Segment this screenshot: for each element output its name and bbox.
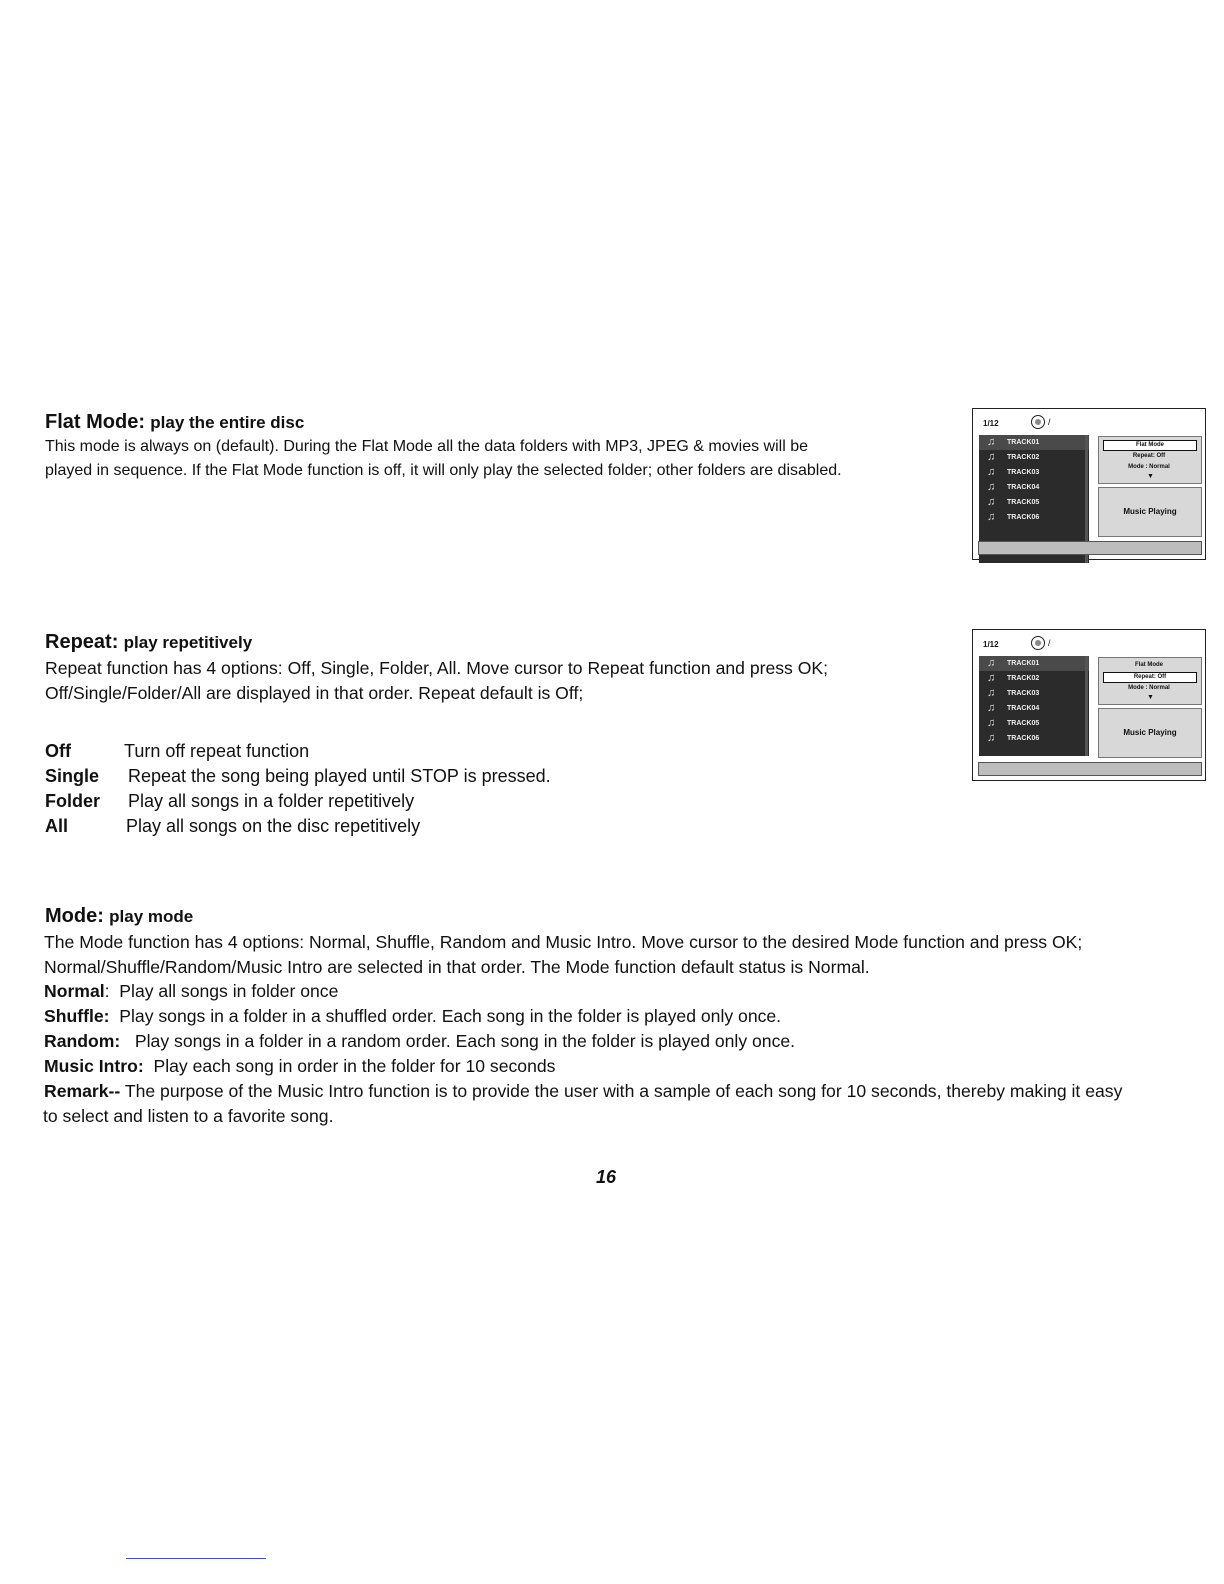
mode-heading [45,904,193,929]
option-term: Folder [45,791,101,811]
mode-line-1: The Mode function has 4 options: Normal, Shuffle, Random and Music Intro. Move cursor to the desired Mode function and press OK; [44,932,1083,952]
triangle-down-icon: ▼ [1147,694,1154,701]
option-term: Music Intro: [44,1056,144,1076]
music-note-icon: ♫ [987,481,996,493]
remark-text: The purpose of the Music Intro function is to provide the user with a sample of each song for 10 seconds, thereby making it easy [120,1081,1123,1101]
footer-divider [126,1558,266,1559]
page-number: 16 [596,1167,617,1187]
track-item [979,480,1089,495]
track-item [979,716,1089,731]
music-note-icon: ♫ [987,496,996,508]
repeat-line-2: Off/Single/Folder/All are displayed in that order. Repeat default is Off; [45,683,584,703]
osd-screenshot-repeat [972,629,1206,781]
track-label: TRACK02 [1007,675,1040,682]
track-label: TRACK03 [1007,690,1040,697]
repeat-subtitle: play repetitively [123,633,253,652]
track-item [979,495,1089,510]
music-note-icon: ♫ [987,702,996,714]
music-note-icon: ♫ [987,466,996,478]
track-item [979,701,1089,716]
option-desc: Turn off repeat function [124,741,310,761]
track-item [979,450,1089,465]
option-desc: Repeat the song being played until STOP is pressed. [128,766,551,786]
osd-repeat-option: Repeat: Off [1132,453,1166,459]
music-note-icon: ♫ [987,672,996,684]
mode-option-normal [44,979,338,1004]
flat-mode-heading [45,410,304,435]
track-item [979,731,1089,746]
track-item [979,671,1089,686]
track-label: TRACK04 [1007,705,1040,712]
flat-mode-line-2: played in sequence. If the Flat Mode function is off, it will only play the selected folder; other folders are disabled. [45,462,842,479]
track-label: TRACK05 [1007,499,1040,506]
music-note-icon: ♫ [987,511,996,523]
osd-path-slash: / [1048,417,1051,427]
option-desc: Play songs in a folder in a shuffled order. Each song in the folder is played only once. [119,1006,782,1026]
option-term: All [45,816,69,836]
mode-subtitle: play mode [109,907,194,926]
flat-mode-subtitle: play the entire disc [150,413,305,432]
track-label: TRACK01 [1007,439,1040,446]
remark-term: Remark-- [44,1081,121,1101]
track-item [979,465,1089,480]
mode-option-shuffle [44,1004,781,1029]
repeat-heading [45,630,252,655]
osd-status: Music Playing [1098,487,1202,537]
osd-track-list [979,656,1089,756]
osd-options-panel [1098,657,1202,705]
option-desc: Play songs in a folder in a random order. Each song in the folder is played only once. [134,1031,796,1051]
osd-counter: 1/12 [983,419,999,428]
music-note-icon: ♫ [987,436,996,448]
repeat-title: Repeat: [45,631,119,653]
osd-flat-mode-option: Flat Mode [1135,662,1163,668]
flat-mode-line-1: This mode is always on (default). During the Flat Mode all the data folders with MP3, JPEG & movies will be [45,438,808,455]
option-sep: : [104,981,110,1001]
music-note-icon: ♫ [987,687,996,699]
mode-option-music-intro [44,1054,555,1079]
option-term: Single [45,766,100,786]
flat-mode-title: Flat Mode: [45,411,145,433]
osd-flat-mode-option: Flat Mode [1103,440,1197,451]
osd-progress-bar [978,541,1202,555]
osd-repeat-option: Repeat: Off [1103,672,1197,683]
mode-line-2: Normal/Shuffle/Random/Music Intro are selected in that order. The Mode function default status is Normal. [44,957,870,977]
osd-counter: 1/12 [983,640,999,649]
mode-remark-line-2: to select and listen to a favorite song. [43,1106,334,1126]
track-label: TRACK01 [1007,660,1040,667]
triangle-down-icon: ▼ [1147,473,1154,480]
option-term: Off [45,741,71,761]
option-desc: Play all songs on the disc repetitively [126,816,421,836]
mode-option-random [44,1029,795,1054]
option-desc: Play all songs in folder once [119,981,339,1001]
track-label: TRACK06 [1007,514,1040,521]
osd-progress-bar [978,762,1202,776]
track-label: TRACK04 [1007,484,1040,491]
option-desc: Play all songs in a folder repetitively [128,791,415,811]
track-label: TRACK02 [1007,454,1040,461]
track-label: TRACK03 [1007,469,1040,476]
osd-screenshot-flat-mode [972,408,1206,560]
music-note-icon: ♫ [987,732,996,744]
mode-remark-line-1 [44,1079,1122,1104]
option-term: Normal [44,981,105,1001]
music-note-icon: ♫ [987,657,996,669]
osd-status: Music Playing [1098,708,1202,758]
osd-mode-option: Mode : Normal [1128,685,1170,691]
osd-mode-option: Mode : Normal [1128,464,1170,470]
mode-title: Mode: [45,905,104,927]
music-note-icon: ♫ [987,717,996,729]
disc-icon [1031,415,1045,429]
track-label: TRACK05 [1007,720,1040,727]
osd-options-panel [1098,436,1202,484]
option-term: Random: [44,1031,121,1051]
osd-scrollbar [1085,656,1088,756]
music-note-icon: ♫ [987,451,996,463]
track-item [979,435,1089,450]
track-item [979,656,1089,671]
track-label: TRACK06 [1007,735,1040,742]
track-item [979,686,1089,701]
osd-path-slash: / [1048,638,1051,648]
track-item [979,510,1089,525]
disc-icon [1031,636,1045,650]
repeat-line-1: Repeat function has 4 options: Off, Single, Folder, All. Move cursor to Repeat function and press OK; [45,658,829,678]
option-desc: Play each song in order in the folder for 10 seconds [153,1056,556,1076]
option-term: Shuffle: [44,1006,110,1026]
